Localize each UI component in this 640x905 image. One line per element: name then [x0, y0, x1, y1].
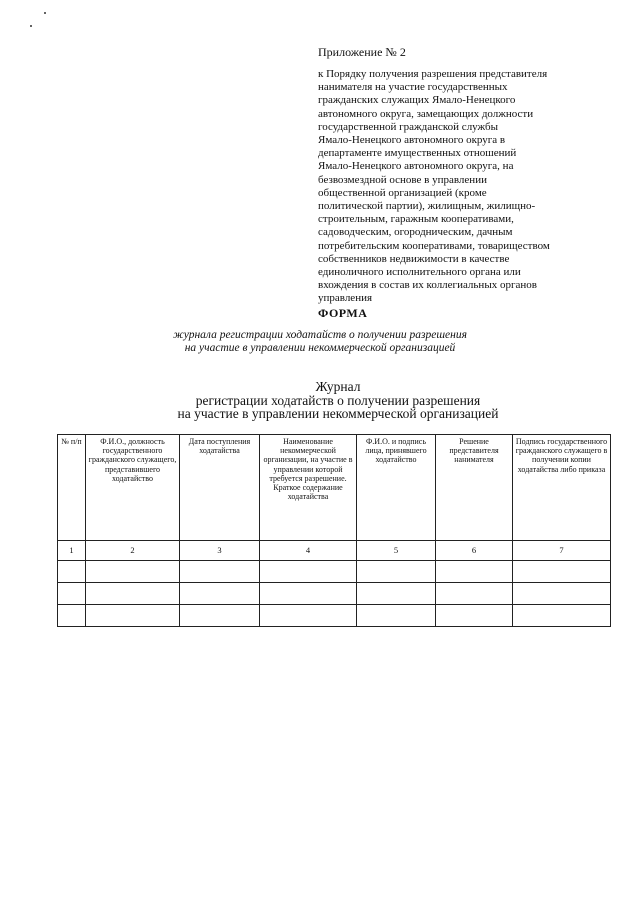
table-row: [58, 561, 611, 583]
table-cell[interactable]: [86, 605, 180, 627]
appendix-line: гражданских служащих Ямало-Ненецкого: [318, 94, 516, 107]
column-number: 4: [260, 541, 357, 561]
table-cell[interactable]: [180, 561, 260, 583]
table-cell[interactable]: [357, 561, 436, 583]
table-cell[interactable]: [513, 605, 611, 627]
column-number: 1: [58, 541, 86, 561]
appendix-line: потребительским кооперативами, товариществом: [318, 239, 550, 252]
appendix-line: садоводческим, огородническим, дачным: [318, 226, 513, 239]
table-cell[interactable]: [86, 561, 180, 583]
appendix-line: единоличного исполнительного органа или: [318, 266, 521, 279]
table-cell[interactable]: [58, 561, 86, 583]
appendix-line: общественной организацией (кроме: [318, 186, 487, 199]
journal-title-line: на участие в управлении некоммерческой организацией: [177, 406, 499, 421]
table-cell[interactable]: [58, 583, 86, 605]
column-header-decision: Решение представителя нанимателя: [436, 435, 513, 541]
appendix-line: строительным, гаражным кооперативами,: [318, 213, 514, 226]
appendix-title: Приложение № 2: [318, 45, 406, 59]
appendix-line: государственной гражданской службы: [318, 120, 498, 133]
appendix-line: Ямало-Ненецкого автономного округа, на: [318, 160, 514, 173]
table-row: [58, 605, 611, 627]
table-cell[interactable]: [436, 561, 513, 583]
appendix-line: собственников недвижимости в качестве: [318, 252, 510, 265]
appendix-line: Ямало-Ненецкого автономного округа в: [318, 134, 506, 147]
scan-speck: [30, 25, 32, 27]
column-number: 3: [180, 541, 260, 561]
table-cell[interactable]: [180, 583, 260, 605]
table-cell[interactable]: [58, 605, 86, 627]
appendix-line: вхождения в состав их коллегиальных органов: [318, 279, 537, 292]
table-cell[interactable]: [260, 583, 357, 605]
scan-speck: [44, 12, 46, 14]
appendix-line: департаменте имущественных отношений: [318, 147, 517, 160]
table-cell[interactable]: [357, 583, 436, 605]
appendix-line: автономного округа, замещающих должности: [318, 107, 534, 120]
column-header-number: № п/п: [58, 435, 86, 541]
journal-table: [57, 434, 611, 627]
table-cell[interactable]: [436, 605, 513, 627]
table-cell[interactable]: [260, 605, 357, 627]
appendix-line: управления: [318, 292, 373, 305]
column-number: 6: [436, 541, 513, 561]
column-header-servant: Ф.И.О., должность государственного гражданского служащего, представившего ходатайство: [86, 435, 180, 541]
form-label: ФОРМА: [318, 306, 368, 320]
table-header-row: [58, 435, 611, 541]
table-cell[interactable]: [436, 583, 513, 605]
form-subtitle: [0, 329, 640, 355]
column-number: 5: [357, 541, 436, 561]
appendix-text: [318, 68, 608, 306]
column-header-date: Дата поступления ходатайства: [180, 435, 260, 541]
table-cell[interactable]: [513, 583, 611, 605]
column-number-row: [58, 541, 611, 561]
appendix-line: политической партии), жилищным, жилищно-: [318, 200, 536, 213]
table-cell[interactable]: [180, 605, 260, 627]
journal-title-line: регистрации ходатайств о получении разрешения: [195, 392, 481, 408]
form-subtitle-line: журнала регистрации ходатайств о получении разрешения: [173, 329, 467, 341]
table-cell[interactable]: [513, 561, 611, 583]
journal-title-line: Журнал: [315, 379, 361, 394]
appendix-line: безвозмездной основе в управлении: [318, 173, 487, 186]
table-cell[interactable]: [260, 561, 357, 583]
table-cell[interactable]: [357, 605, 436, 627]
column-header-receiver: Ф.И.О. и подпись лица, принявшего ходатайство: [357, 435, 436, 541]
column-number: 7: [513, 541, 611, 561]
journal-title: [0, 380, 640, 421]
form-subtitle-line: на участие в управлении некоммерческой организацией: [184, 342, 456, 354]
column-number: 2: [86, 541, 180, 561]
column-header-signature: Подпись государственного гражданского служащего в получении копии ходатайства либо приказа: [513, 435, 611, 541]
table-cell[interactable]: [86, 583, 180, 605]
appendix-line: нанимателя на участие государственных: [318, 81, 508, 94]
appendix-line: к Порядку получения разрешения представителя: [318, 68, 548, 80]
table-row: [58, 583, 611, 605]
column-header-organization: Наименование некоммерческой организации, на участие в управлении которой требуется разрешение. Краткое содержание ходатайства: [260, 435, 357, 541]
